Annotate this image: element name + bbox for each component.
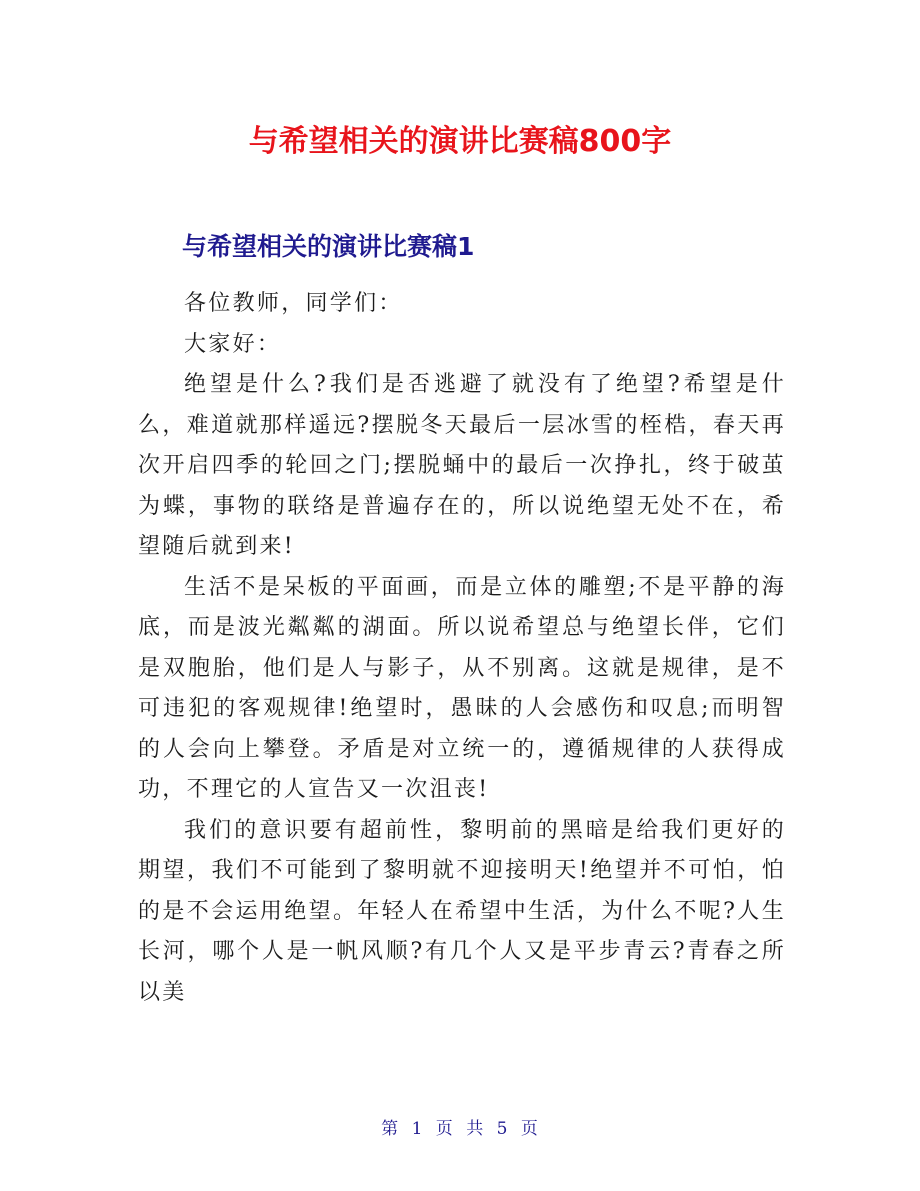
page-number-footer: 第 1 页 共 5 页 <box>381 1119 539 1139</box>
body-paragraph: 绝望是什么?我们是否逃避了就没有了绝望?希望是什么，难道就那样遥远?摆脱冬天最后一层冰雪的桎梏，春天再次开启四季的轮回之门;摆脱蛹中的最后一次挣扎，终于破茧为蝶，事物的联络是普遍存在的，所以说绝望无处不在，希望随后就到来! <box>138 372 786 559</box>
document-title: 与希望相关的演讲比赛稿800字 <box>248 124 672 159</box>
greeting-paragraph: 各位教师，同学们： <box>184 291 403 316</box>
section-heading: 与希望相关的演讲比赛稿1 <box>182 232 475 261</box>
salutation-paragraph: 大家好： <box>184 331 282 357</box>
body-paragraph: 我们的意识要有超前性，黎明前的黑暗是给我们更好的期望，我们不可能到了黎明就不迎接明天!绝望并不可怕，怕的是不会运用绝望。年轻人在希望中生活，为什么不呢?人生长河，哪个人是一帆风顺?有几个人又是平步青云?青春之所以美 <box>138 817 786 1005</box>
document-body <box>138 284 786 1013</box>
body-paragraph: 生活不是呆板的平面画，而是立体的雕塑;不是平静的海底，而是波光粼粼的湖面。所以说希望总与绝望长伴，它们是双胞胎，他们是人与影子，从不别离。这就是规律，是不可违犯的客观规律!绝望时，愚昧的人会感伤和叹息;而明智的人会向上攀登。矛盾是对立统一的，遵循规律的人获得成功，不理它的人宣告又一次沮丧! <box>138 574 786 802</box>
